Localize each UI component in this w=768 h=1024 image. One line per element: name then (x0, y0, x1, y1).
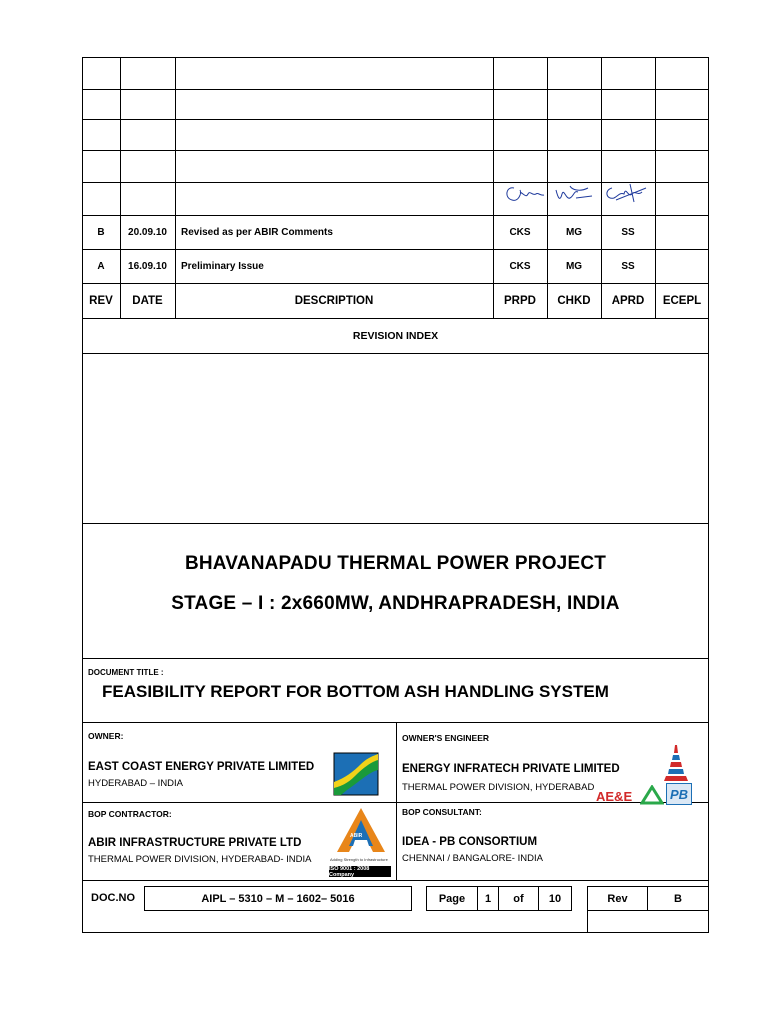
bop-consultant-label: BOP CONSULTANT: (402, 807, 482, 817)
page-number: 1 (477, 886, 499, 911)
rev-a-chkd: MG (565, 260, 583, 272)
project-title-line2: STAGE – I : 2x660MW, ANDHRAPRADESH, INDIA (171, 593, 620, 614)
rev-b-rev: B (97, 226, 105, 238)
rev-b-chkd: MG (565, 226, 583, 238)
section-divider (82, 523, 709, 524)
revision-index-label: REVISION INDEX (352, 329, 439, 342)
rev-grid-line (82, 353, 709, 354)
rev-b-ecepl (655, 215, 709, 249)
owner-label: OWNER: (88, 731, 124, 741)
owner-location: HYDERABAD – INDIA (88, 778, 184, 789)
rev-grid-line (82, 119, 709, 120)
page-total: 10 (538, 886, 572, 911)
section-divider (82, 880, 709, 881)
rev-grid-line (82, 89, 709, 90)
owners-engineer-name: ENERGY INFRATECH PRIVATE LIMITED (402, 763, 620, 775)
rev-a-prpd: CKS (509, 260, 531, 272)
rev-grid-line (82, 150, 709, 151)
page-label: Page (426, 886, 478, 911)
header-description: DESCRIPTION (294, 294, 374, 307)
rev-a-aprd: SS (621, 260, 635, 272)
owner-name: EAST COAST ENERGY PRIVATE LIMITED (88, 761, 315, 773)
footer-divider (587, 910, 588, 933)
doc-no-value: AIPL – 5310 – M – 1602– 5016 (144, 886, 412, 911)
owners-engineer-label: OWNER'S ENGINEER (402, 733, 490, 743)
pb-logo: PB (666, 783, 692, 805)
page-of-label: of (498, 886, 539, 911)
rev-a-rev: A (97, 260, 105, 272)
bop-contractor-location: THERMAL POWER DIVISION, HYDERABAD- INDIA (88, 854, 312, 865)
document-title: FEASIBILITY REPORT FOR BOTTOM ASH HANDLING SYSTEM (102, 682, 609, 701)
abir-logo-name: ABIR (350, 833, 363, 839)
header-ecepl: ECEPL (662, 294, 702, 307)
rev-value: B (647, 886, 709, 911)
signatures (500, 180, 660, 210)
header-prpd: PRPD (504, 294, 536, 307)
header-chkd: CHKD (557, 294, 591, 307)
rev-a-ecepl (655, 249, 709, 283)
bop-consultant-name: IDEA - PB CONSORTIUM (402, 836, 538, 848)
bop-contractor-label: BOP CONTRACTOR: (88, 809, 172, 819)
bop-consultant-location: CHENNAI / BANGALORE- INDIA (402, 853, 543, 864)
aee-logo-text: AE&E (596, 789, 633, 804)
rev-b-description: Revised as per ABIR Comments (181, 226, 333, 238)
rev-a-date: 16.09.10 (128, 260, 167, 272)
header-date: DATE (132, 294, 163, 307)
section-divider (82, 658, 709, 659)
aee-tower-icon (662, 743, 692, 783)
rev-b-aprd: SS (621, 226, 635, 238)
section-divider (396, 722, 397, 880)
rev-b-prpd: CKS (509, 226, 531, 238)
abir-logo-tagline: Adding Strength to Infrastructure (330, 857, 388, 862)
abir-iso-badge: ISO 9001 : 2008 Company (329, 866, 391, 877)
project-title-line1: BHAVANAPADU THERMAL POWER PROJECT (184, 553, 607, 574)
delta-icon (640, 785, 664, 805)
header-rev: REV (89, 294, 113, 307)
abir-logo (333, 806, 389, 856)
doc-no-label: DOC.NO (91, 892, 135, 904)
document-title-label: DOCUMENT TITLE : (88, 668, 164, 677)
owners-engineer-location: THERMAL POWER DIVISION, HYDERABAD (402, 782, 594, 793)
rev-a-description: Preliminary Issue (181, 260, 264, 272)
rev-b-date: 20.09.10 (128, 226, 167, 238)
header-aprd: APRD (611, 294, 645, 307)
bop-contractor-name: ABIR INFRASTRUCTURE PRIVATE LTD (88, 837, 302, 849)
rev-label: Rev (587, 886, 648, 911)
east-coast-logo (333, 752, 379, 796)
